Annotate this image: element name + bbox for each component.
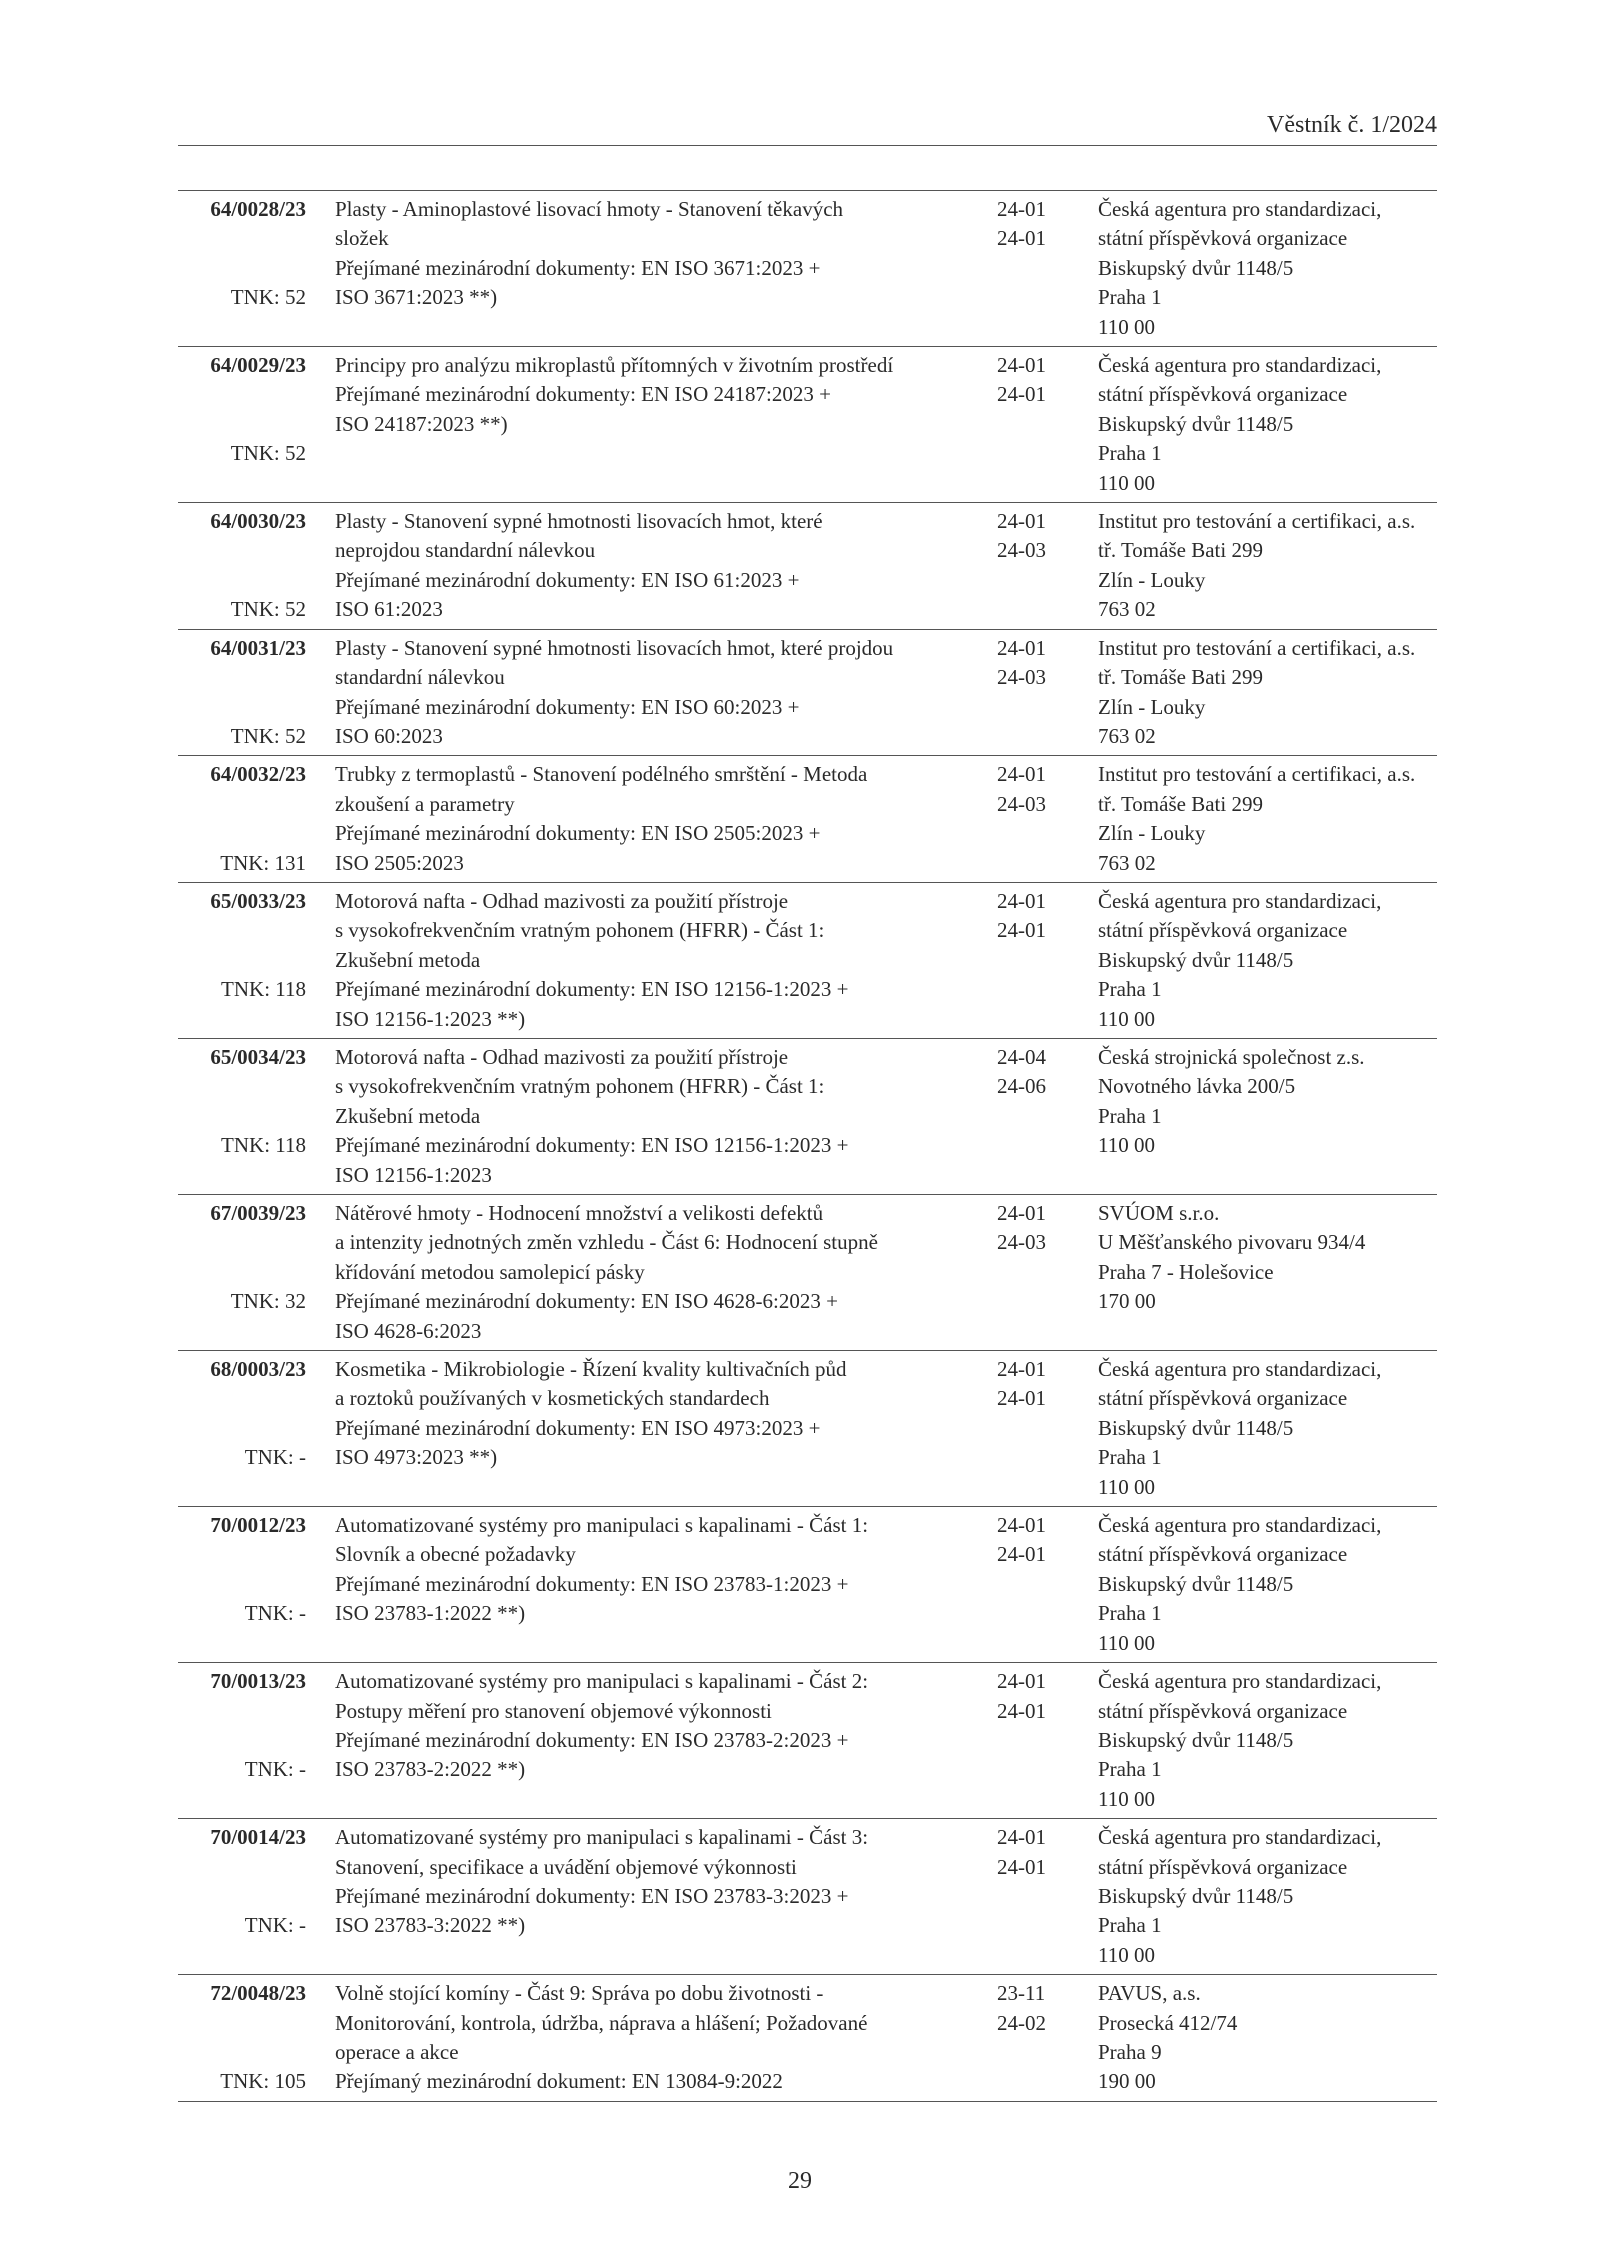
organization-line: Česká strojnická společnost z.s. xyxy=(1098,1044,1365,1069)
organization-line: státní příspěvková organizace xyxy=(1098,1542,1348,1567)
date-cell xyxy=(997,351,1067,410)
date-value: 24-01 xyxy=(997,762,1046,787)
organization-cell xyxy=(1098,507,1443,625)
organization-line: SVÚOM s.r.o. xyxy=(1098,1201,1220,1225)
organization-cell xyxy=(1098,1355,1443,1502)
standard-id-cell xyxy=(178,634,306,752)
title-line: zkoušení a parametry xyxy=(335,791,515,816)
organization-line: Biskupský dvůr 1148/5 xyxy=(1098,255,1294,280)
organization-line: Institut pro testování a certifikaci, a.s. xyxy=(1098,509,1416,534)
date-value: 24-01 xyxy=(997,382,1046,407)
spacer-line xyxy=(335,439,995,468)
organization-line: 110 00 xyxy=(1098,1474,1155,1499)
date-value: 24-06 xyxy=(997,1074,1046,1099)
organization-line: Biskupský dvůr 1148/5 xyxy=(1098,1571,1294,1596)
standard-title-cell xyxy=(335,1043,995,1190)
organization-line: státní příspěvková organizace xyxy=(1098,382,1348,407)
table-row xyxy=(178,629,1437,756)
title-line: ISO 23783-3:2022 **) xyxy=(335,1913,526,1938)
organization-line: Česká agentura pro standardizaci, xyxy=(1098,1357,1382,1382)
date-value: 24-01 xyxy=(997,353,1046,378)
date-value: 24-01 xyxy=(997,1386,1046,1411)
standard-id-cell xyxy=(178,1979,306,2097)
organization-line: Praha 7 - Holešovice xyxy=(1098,1259,1274,1284)
organization-line: tř. Tomáše Bati 299 xyxy=(1098,665,1263,690)
organization-line: tř. Tomáše Bati 299 xyxy=(1098,538,1263,563)
title-line: Přejímané mezinárodní dokumenty: EN ISO 3671:2023 + xyxy=(335,255,821,280)
date-cell xyxy=(997,887,1067,946)
title-line: ISO 61:2023 xyxy=(335,597,443,622)
title-line: Přejímané mezinárodní dokumenty: EN ISO 61:2023 + xyxy=(335,567,800,592)
title-line: křídování metodou samolepicí pásky xyxy=(335,1259,645,1284)
title-line: Přejímané mezinárodní dokumenty: EN ISO 60:2023 + xyxy=(335,694,800,719)
title-line: s vysokofrekvenčním vratným pohonem (HFRR) - Část 1: xyxy=(335,918,825,943)
organization-line: 110 00 xyxy=(1098,1786,1155,1811)
standard-number: 70/0014/23 xyxy=(210,1825,306,1850)
date-value: 24-03 xyxy=(997,1230,1046,1255)
date-value: 24-01 xyxy=(997,635,1046,660)
standard-title-cell xyxy=(335,760,995,878)
organization-line: Česká agentura pro standardizaci, xyxy=(1098,888,1382,913)
title-line: Trubky z termoplastů - Stanovení podélného smrštění - Metoda xyxy=(335,762,868,787)
organization-line: Praha 1 xyxy=(1098,441,1162,466)
date-cell xyxy=(997,1823,1067,1882)
title-line: Přejímaný mezinárodní dokument: EN 13084-9:2022 xyxy=(335,2069,783,2094)
tnk-label: TNK: 32 xyxy=(230,1289,306,1314)
tnk-label: TNK: - xyxy=(244,1445,306,1470)
standard-id-cell xyxy=(178,887,306,1034)
organization-line: Česká agentura pro standardizaci, xyxy=(1098,353,1382,378)
standard-number: 70/0013/23 xyxy=(210,1669,306,1694)
organization-line: Praha 1 xyxy=(1098,1445,1162,1470)
standard-id-cell xyxy=(178,760,306,878)
tnk-label: TNK: 118 xyxy=(221,977,306,1002)
table-row xyxy=(178,882,1437,1038)
standard-number: 65/0034/23 xyxy=(210,1044,306,1069)
organization-line: státní příspěvková organizace xyxy=(1098,1698,1348,1723)
date-value: 24-01 xyxy=(997,1201,1046,1225)
organization-line: Institut pro testování a certifikaci, a.s. xyxy=(1098,635,1416,660)
organization-line: 763 02 xyxy=(1098,597,1156,622)
title-line: Přejímané mezinárodní dokumenty: EN ISO 4628-6:2023 + xyxy=(335,1289,838,1314)
organization-cell xyxy=(1098,1199,1443,1317)
organization-line: Biskupský dvůr 1148/5 xyxy=(1098,1415,1294,1440)
organization-cell xyxy=(1098,351,1443,498)
organization-cell xyxy=(1098,887,1443,1034)
title-line: ISO 23783-1:2022 **) xyxy=(335,1601,526,1626)
date-cell xyxy=(997,1979,1067,2038)
organization-line: Praha 9 xyxy=(1098,2039,1162,2064)
standard-id-cell xyxy=(178,1355,306,1502)
title-line: Nátěrové hmoty - Hodnocení množství a velikosti defektů xyxy=(335,1201,824,1225)
organization-line: 763 02 xyxy=(1098,723,1156,748)
table-row xyxy=(178,1194,1437,1350)
title-line: Monitorování, kontrola, údržba, náprava a hlášení; Požadované xyxy=(335,2010,868,2035)
title-line: Zkušební metoda xyxy=(335,947,481,972)
standard-number: 64/0032/23 xyxy=(210,762,306,787)
organization-line: Česká agentura pro standardizaci, xyxy=(1098,197,1382,221)
title-line: Automatizované systémy pro manipulaci s kapalinami - Část 3: xyxy=(335,1825,869,1850)
title-line: neprojdou standardní nálevkou xyxy=(335,538,596,563)
organization-line: 763 02 xyxy=(1098,850,1156,875)
table-row xyxy=(178,1038,1437,1194)
organization-line: Institut pro testování a certifikaci, a.s. xyxy=(1098,762,1416,787)
tnk-label: TNK: - xyxy=(244,1601,306,1626)
organization-line: státní příspěvková organizace xyxy=(1098,1386,1348,1411)
standard-number: 64/0031/23 xyxy=(210,635,306,660)
spacer-line xyxy=(335,1629,995,1658)
date-value: 23-11 xyxy=(997,1981,1046,2006)
spacer-line xyxy=(335,469,995,498)
standard-title-cell xyxy=(335,195,995,342)
organization-line: 170 00 xyxy=(1098,1289,1156,1314)
organization-line: 190 00 xyxy=(1098,2069,1156,2094)
tnk-label: TNK: 52 xyxy=(230,723,306,748)
organization-cell xyxy=(1098,1823,1443,1970)
date-value: 24-01 xyxy=(997,1357,1046,1382)
title-line: Přejímané mezinárodní dokumenty: EN ISO 12156-1:2023 + xyxy=(335,977,849,1002)
bulletin-title: Věstník č. 1/2024 xyxy=(1267,112,1437,138)
page-number: 29 xyxy=(788,2168,812,2194)
title-line: ISO 60:2023 xyxy=(335,723,443,748)
title-line: Přejímané mezinárodní dokumenty: EN ISO 23783-1:2023 + xyxy=(335,1571,849,1596)
title-line: ISO 4973:2023 **) xyxy=(335,1445,498,1470)
table-row xyxy=(178,190,1437,346)
title-line: operace a akce xyxy=(335,2039,459,2064)
date-cell xyxy=(997,1511,1067,1570)
table-row xyxy=(178,755,1437,882)
title-line: Slovník a obecné požadavky xyxy=(335,1542,576,1567)
date-value: 24-03 xyxy=(997,665,1046,690)
spacer-line xyxy=(335,1941,995,1970)
standard-number: 68/0003/23 xyxy=(210,1357,306,1382)
title-line: Principy pro analýzu mikroplastů přítomných v životním prostředí xyxy=(335,353,894,378)
standard-id-cell xyxy=(178,507,306,625)
organization-line: Praha 1 xyxy=(1098,1601,1162,1626)
title-line: ISO 2505:2023 xyxy=(335,850,464,875)
organization-line: 110 00 xyxy=(1098,1942,1155,1967)
table-row xyxy=(178,1662,1437,1818)
table-row xyxy=(178,1350,1437,1506)
title-line: Volně stojící komíny - Část 9: Správa po dobu životnosti - xyxy=(335,1981,824,2006)
standard-title-cell xyxy=(335,1667,995,1814)
date-value: 24-02 xyxy=(997,2010,1046,2035)
standard-title-cell xyxy=(335,1511,995,1658)
date-value: 24-01 xyxy=(997,888,1046,913)
organization-line: Praha 1 xyxy=(1098,977,1162,1002)
standard-id-cell xyxy=(178,1043,306,1190)
title-line: ISO 4628-6:2023 xyxy=(335,1318,482,1343)
title-line: ISO 24187:2023 **) xyxy=(335,411,508,436)
organization-line: Novotného lávka 200/5 xyxy=(1098,1074,1296,1099)
title-line: Kosmetika - Mikrobiologie - Řízení kvality kultivačních půd xyxy=(335,1357,847,1382)
title-line: Přejímané mezinárodní dokumenty: EN ISO 12156-1:2023 + xyxy=(335,1133,849,1158)
tnk-label: TNK: 105 xyxy=(220,2069,306,2094)
date-cell xyxy=(997,507,1067,566)
spacer-line xyxy=(335,1473,995,1502)
organization-line: Biskupský dvůr 1148/5 xyxy=(1098,947,1294,972)
title-line: Přejímané mezinárodní dokumenty: EN ISO 23783-3:2023 + xyxy=(335,1883,849,1908)
standard-id-cell xyxy=(178,1199,306,1346)
tnk-label: TNK: - xyxy=(244,1757,306,1782)
organization-line: 110 00 xyxy=(1098,1630,1155,1655)
title-line: a roztoků používaných v kosmetických standardech xyxy=(335,1386,770,1411)
tnk-label: TNK: 118 xyxy=(221,1133,306,1158)
date-cell xyxy=(997,760,1067,819)
title-line: složek xyxy=(335,226,389,251)
title-line: ISO 12156-1:2023 xyxy=(335,1162,492,1187)
title-line: Zkušební metoda xyxy=(335,1103,481,1128)
date-cell xyxy=(997,1667,1067,1726)
standard-title-cell xyxy=(335,1823,995,1970)
tnk-label: TNK: 52 xyxy=(230,441,306,466)
date-value: 24-01 xyxy=(997,918,1046,943)
organization-line: státní příspěvková organizace xyxy=(1098,226,1348,251)
date-value: 24-03 xyxy=(997,538,1046,563)
title-line: Plasty - Stanovení sypné hmotnosti lisovacích hmot, které xyxy=(335,509,823,534)
spacer-line xyxy=(335,313,995,342)
standard-title-cell xyxy=(335,887,995,1034)
table-row xyxy=(178,1818,1437,1974)
organization-line: Praha 1 xyxy=(1098,285,1162,310)
organization-line: Česká agentura pro standardizaci, xyxy=(1098,1825,1382,1850)
organization-line: PAVUS, a.s. xyxy=(1098,1981,1201,2006)
standard-title-cell xyxy=(335,1355,995,1502)
organization-line: Zlín - Louky xyxy=(1098,694,1206,719)
title-line: Přejímané mezinárodní dokumenty: EN ISO 2505:2023 + xyxy=(335,821,821,846)
organization-line: státní příspěvková organizace xyxy=(1098,1854,1348,1879)
organization-line: Biskupský dvůr 1148/5 xyxy=(1098,411,1294,436)
organization-cell xyxy=(1098,634,1443,752)
title-line: Stanovení, specifikace a uvádění objemové výkonnosti xyxy=(335,1854,797,1879)
tnk-label: TNK: 52 xyxy=(230,597,306,622)
standard-number: 64/0030/23 xyxy=(210,509,306,534)
date-value: 24-03 xyxy=(997,791,1046,816)
organization-line: Zlín - Louky xyxy=(1098,567,1206,592)
standard-title-cell xyxy=(335,634,995,752)
standard-title-cell xyxy=(335,351,995,498)
title-line: s vysokofrekvenčním vratným pohonem (HFRR) - Část 1: xyxy=(335,1074,825,1099)
organization-line: Biskupský dvůr 1148/5 xyxy=(1098,1883,1294,1908)
organization-line: Zlín - Louky xyxy=(1098,821,1206,846)
standard-number: 67/0039/23 xyxy=(210,1201,306,1225)
standard-title-cell xyxy=(335,1979,995,2097)
date-value: 24-01 xyxy=(997,1513,1046,1538)
standard-id-cell xyxy=(178,1823,306,1970)
standard-number: 72/0048/23 xyxy=(210,1981,306,2006)
organization-line: Praha 1 xyxy=(1098,1757,1162,1782)
date-cell xyxy=(997,634,1067,693)
standard-id-cell xyxy=(178,1667,306,1814)
organization-line: Praha 1 xyxy=(1098,1913,1162,1938)
standards-table xyxy=(178,190,1437,2102)
organization-cell xyxy=(1098,195,1443,342)
date-value: 24-01 xyxy=(997,197,1046,221)
title-line: Motorová nafta - Odhad mazivosti za použití přístroje xyxy=(335,888,789,913)
standard-id-cell xyxy=(178,351,306,498)
title-line: ISO 3671:2023 **) xyxy=(335,285,498,310)
date-cell xyxy=(997,1043,1067,1102)
date-value: 24-01 xyxy=(997,1669,1046,1694)
organization-line: Praha 1 xyxy=(1098,1103,1162,1128)
standard-number: 64/0029/23 xyxy=(210,353,306,378)
tnk-label: TNK: - xyxy=(244,1913,306,1938)
organization-line: Prosecká 412/74 xyxy=(1098,2010,1238,2035)
title-line: a intenzity jednotných změn vzhledu - Část 6: Hodnocení stupně xyxy=(335,1230,878,1255)
tnk-label: TNK: 52 xyxy=(230,285,306,310)
organization-cell xyxy=(1098,1667,1443,1814)
title-line: Přejímané mezinárodní dokumenty: EN ISO 24187:2023 + xyxy=(335,382,831,407)
standard-title-cell xyxy=(335,507,995,625)
date-value: 24-01 xyxy=(997,226,1046,251)
organization-line: 110 00 xyxy=(1098,470,1155,495)
tnk-label: TNK: 131 xyxy=(220,850,306,875)
header-divider xyxy=(178,145,1437,146)
standard-number: 64/0028/23 xyxy=(210,197,306,221)
title-line: Automatizované systémy pro manipulaci s kapalinami - Část 1: xyxy=(335,1513,869,1538)
standard-id-cell xyxy=(178,195,306,342)
organization-line: 110 00 xyxy=(1098,1006,1155,1031)
title-line: standardní nálevkou xyxy=(335,665,505,690)
title-line: Přejímané mezinárodní dokumenty: EN ISO 23783-2:2023 + xyxy=(335,1727,849,1752)
title-line: Motorová nafta - Odhad mazivosti za použití přístroje xyxy=(335,1044,789,1069)
date-value: 24-04 xyxy=(997,1044,1046,1069)
spacer-line xyxy=(335,1785,995,1814)
organization-line: 110 00 xyxy=(1098,314,1155,339)
organization-line: Česká agentura pro standardizaci, xyxy=(1098,1513,1382,1538)
date-cell xyxy=(997,195,1067,254)
date-cell xyxy=(997,1355,1067,1414)
title-line: Přejímané mezinárodní dokumenty: EN ISO 4973:2023 + xyxy=(335,1415,821,1440)
date-value: 24-01 xyxy=(997,1854,1046,1879)
table-row xyxy=(178,502,1437,629)
date-value: 24-01 xyxy=(997,1825,1046,1850)
organization-line: Česká agentura pro standardizaci, xyxy=(1098,1669,1382,1694)
organization-cell xyxy=(1098,1511,1443,1658)
standard-number: 70/0012/23 xyxy=(210,1513,306,1538)
organization-line: státní příspěvková organizace xyxy=(1098,918,1348,943)
date-cell xyxy=(997,1199,1067,1258)
standard-id-cell xyxy=(178,1511,306,1658)
standard-title-cell xyxy=(335,1199,995,1346)
organization-line: Biskupský dvůr 1148/5 xyxy=(1098,1727,1294,1752)
organization-line: 110 00 xyxy=(1098,1133,1155,1158)
table-row xyxy=(178,1506,1437,1662)
date-value: 24-01 xyxy=(997,509,1046,534)
title-line: Plasty - Stanovení sypné hmotnosti lisovacích hmot, které projdou xyxy=(335,635,894,660)
table-row xyxy=(178,346,1437,502)
date-value: 24-01 xyxy=(997,1542,1046,1567)
organization-cell xyxy=(1098,760,1443,878)
organization-cell xyxy=(1098,1979,1443,2097)
title-line: Postupy měření pro stanovení objemové výkonnosti xyxy=(335,1698,772,1723)
title-line: Automatizované systémy pro manipulaci s kapalinami - Část 2: xyxy=(335,1669,869,1694)
title-line: ISO 12156-1:2023 **) xyxy=(335,1006,526,1031)
table-row xyxy=(178,1974,1437,2102)
title-line: ISO 23783-2:2022 **) xyxy=(335,1757,526,1782)
organization-line: U Měšťanského pivovaru 934/4 xyxy=(1098,1230,1366,1255)
title-line: Plasty - Aminoplastové lisovací hmoty - Stanovení těkavých xyxy=(335,197,844,221)
organization-cell xyxy=(1098,1043,1443,1161)
standard-number: 65/0033/23 xyxy=(210,888,306,913)
date-value: 24-01 xyxy=(997,1698,1046,1723)
organization-line: tř. Tomáše Bati 299 xyxy=(1098,791,1263,816)
